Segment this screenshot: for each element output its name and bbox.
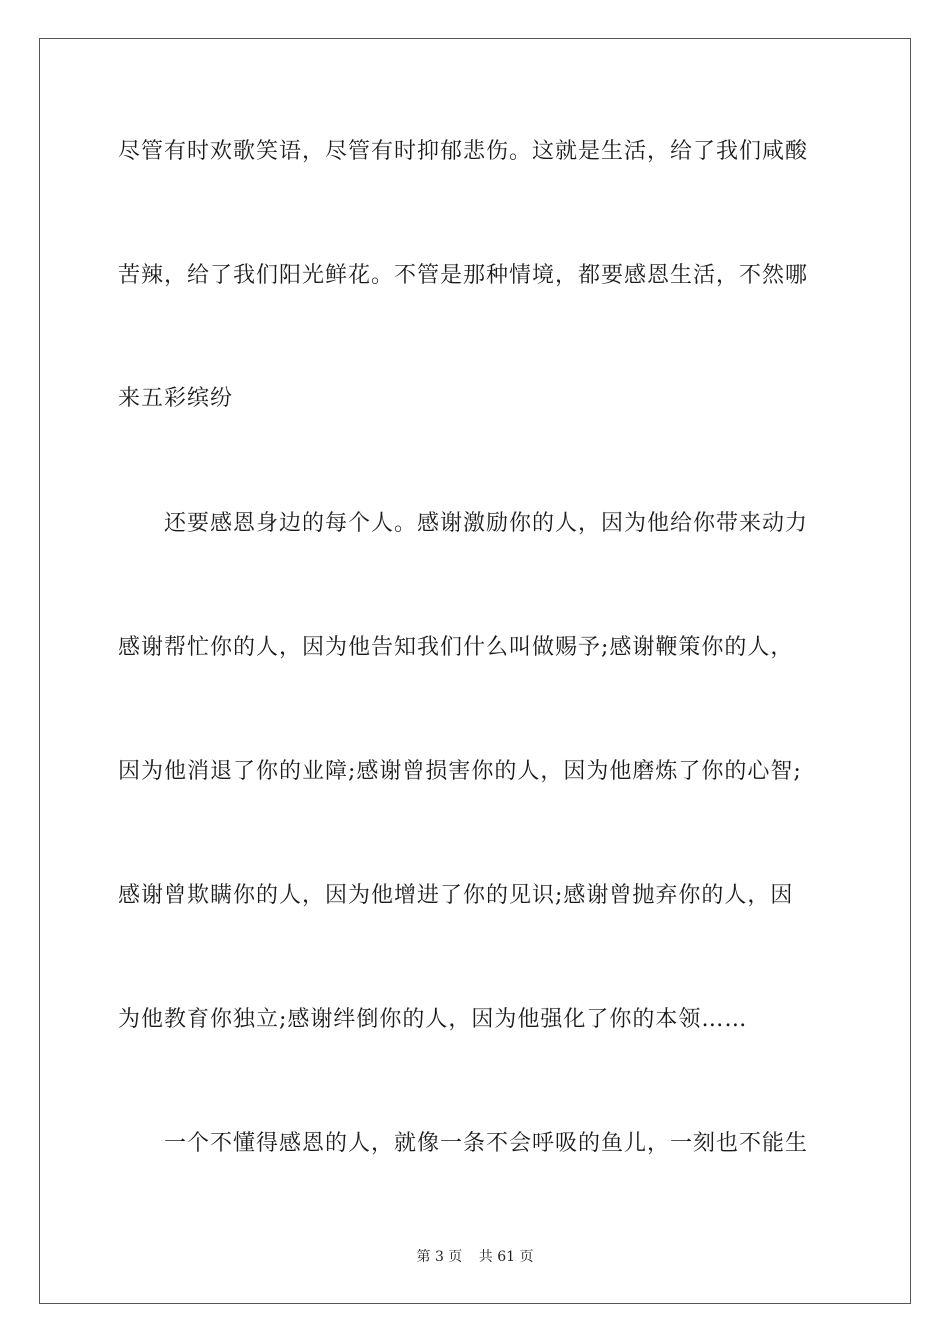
text-line-7: 感谢曾欺瞒你的人，因为他增进了你的见识;感谢曾抛弃你的人，因 bbox=[118, 883, 794, 908]
text-line-8: 为他教育你独立;感谢绊倒你的人，因为他强化了你的本领…… bbox=[118, 1007, 748, 1032]
total-pages: 共 61 页 bbox=[478, 1249, 534, 1265]
text-line-6: 因为他消退了你的业障;感谢曾损害你的人，因为他磨炼了你的心智; bbox=[118, 759, 802, 784]
page-border bbox=[39, 38, 911, 1304]
text-line-3: 来五彩缤纷 bbox=[118, 386, 234, 411]
text-line-4: 还要感恩身边的每个人。感谢激励你的人，因为他给你带来动力 bbox=[118, 511, 809, 536]
text-line-2: 苦辣，给了我们阳光鲜花。不管是那种情境，都要感恩生活，不然哪 bbox=[118, 263, 809, 288]
text-line-9: 一个不懂得感恩的人，就像一条不会呼吸的鱼儿，一刻也不能生 bbox=[118, 1131, 809, 1156]
page-footer bbox=[0, 1247, 950, 1267]
text-line-1: 尽管有时欢歌笑语，尽管有时抑郁悲伤。这就是生活，给了我们咸酸 bbox=[118, 139, 809, 164]
page-number: 第 3 页 bbox=[416, 1249, 463, 1265]
text-line-5: 感谢帮忙你的人，因为他告知我们什么叫做赐予;感谢鞭策你的人， bbox=[118, 635, 794, 660]
